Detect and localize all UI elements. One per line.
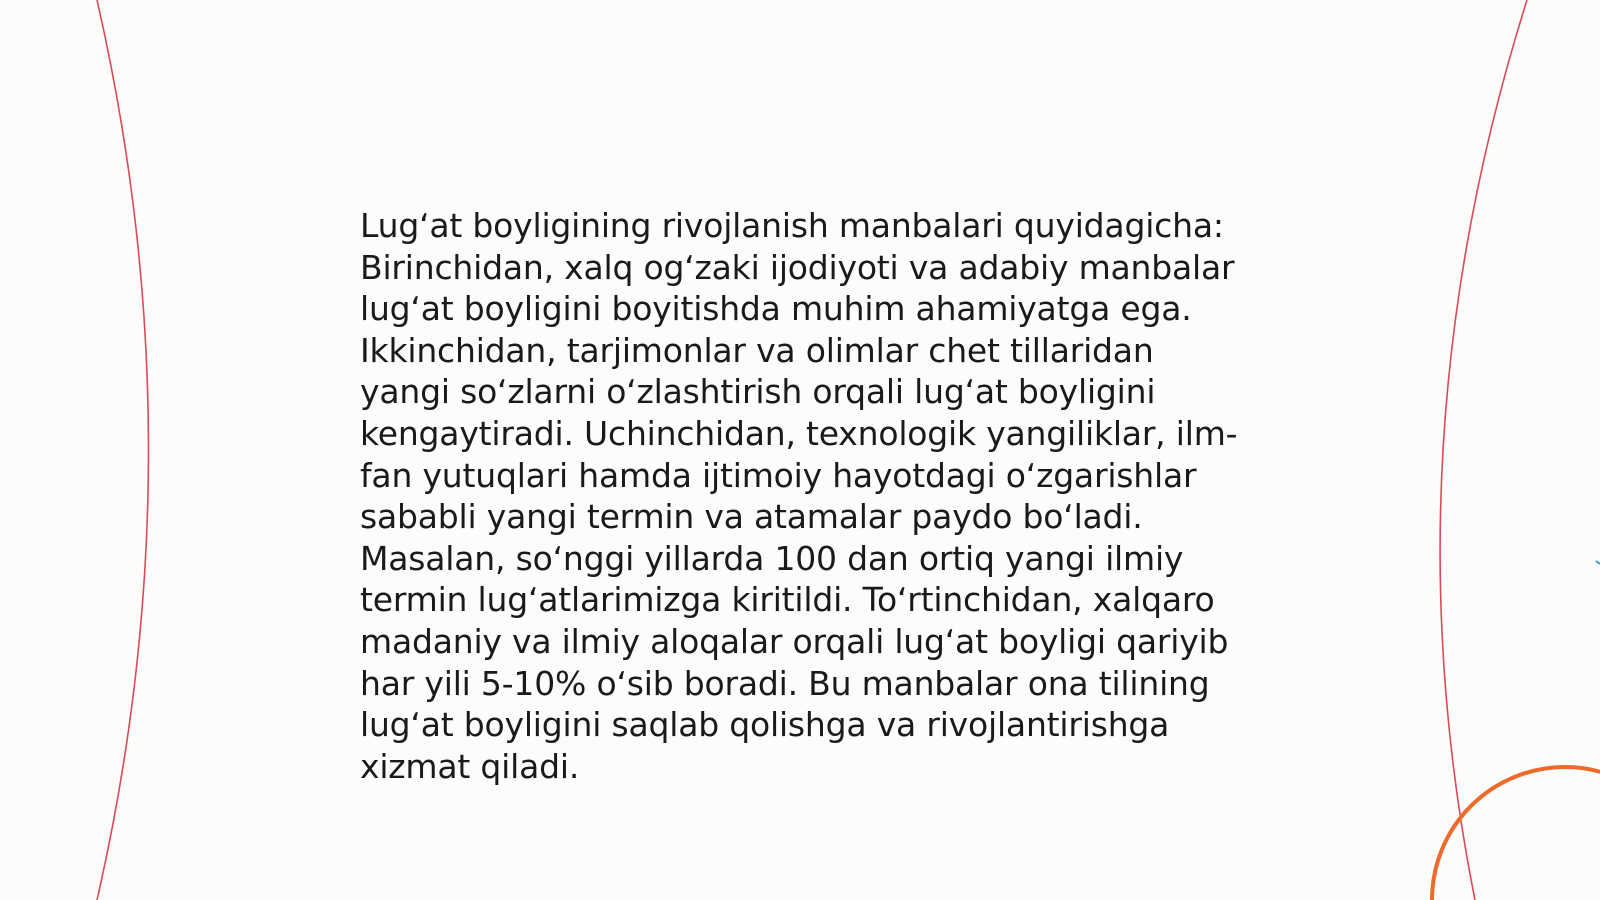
slide-body-text: Lug‘at boyligining rivojlanish manbalari quyidagicha: Birinchidan, xalq og‘zaki ijodiyoti va adabiy manbalar lug‘at boyligini boyitishda muhim ahamiyatga ega. Ikkinchidan, tarjimonlar va olimlar chet tillaridan yangi so‘zlarni o‘zlashtirish orqali lug‘at boyligini kengaytiradi. Uchinchidan, texnologik yangiliklar, ilm- fan yutuqlari hamda ijtimoiy hayotdagi o‘zgarishlar sababli yangi termin va atamalar paydo bo‘ladi. Masalan, so‘nggi yillarda 100 dan ortiq yangi ilmiy termin lug‘atlarimizga kiritildi. To‘rtinchidan, xalqaro madaniy va ilmiy aloqalar orqali lug‘at boyligi qariyib har yili 5-10% o‘sib boradi. Bu manbalar ona tilining lug‘at boyligini saqlab qolishga va rivojlantirishga xizmat qiladi. (360, 206, 1238, 786)
orange-arc (1432, 767, 1600, 900)
accent-mark (1596, 561, 1600, 564)
left-curve-line (97, 0, 149, 900)
right-curve-line (1440, 0, 1527, 900)
